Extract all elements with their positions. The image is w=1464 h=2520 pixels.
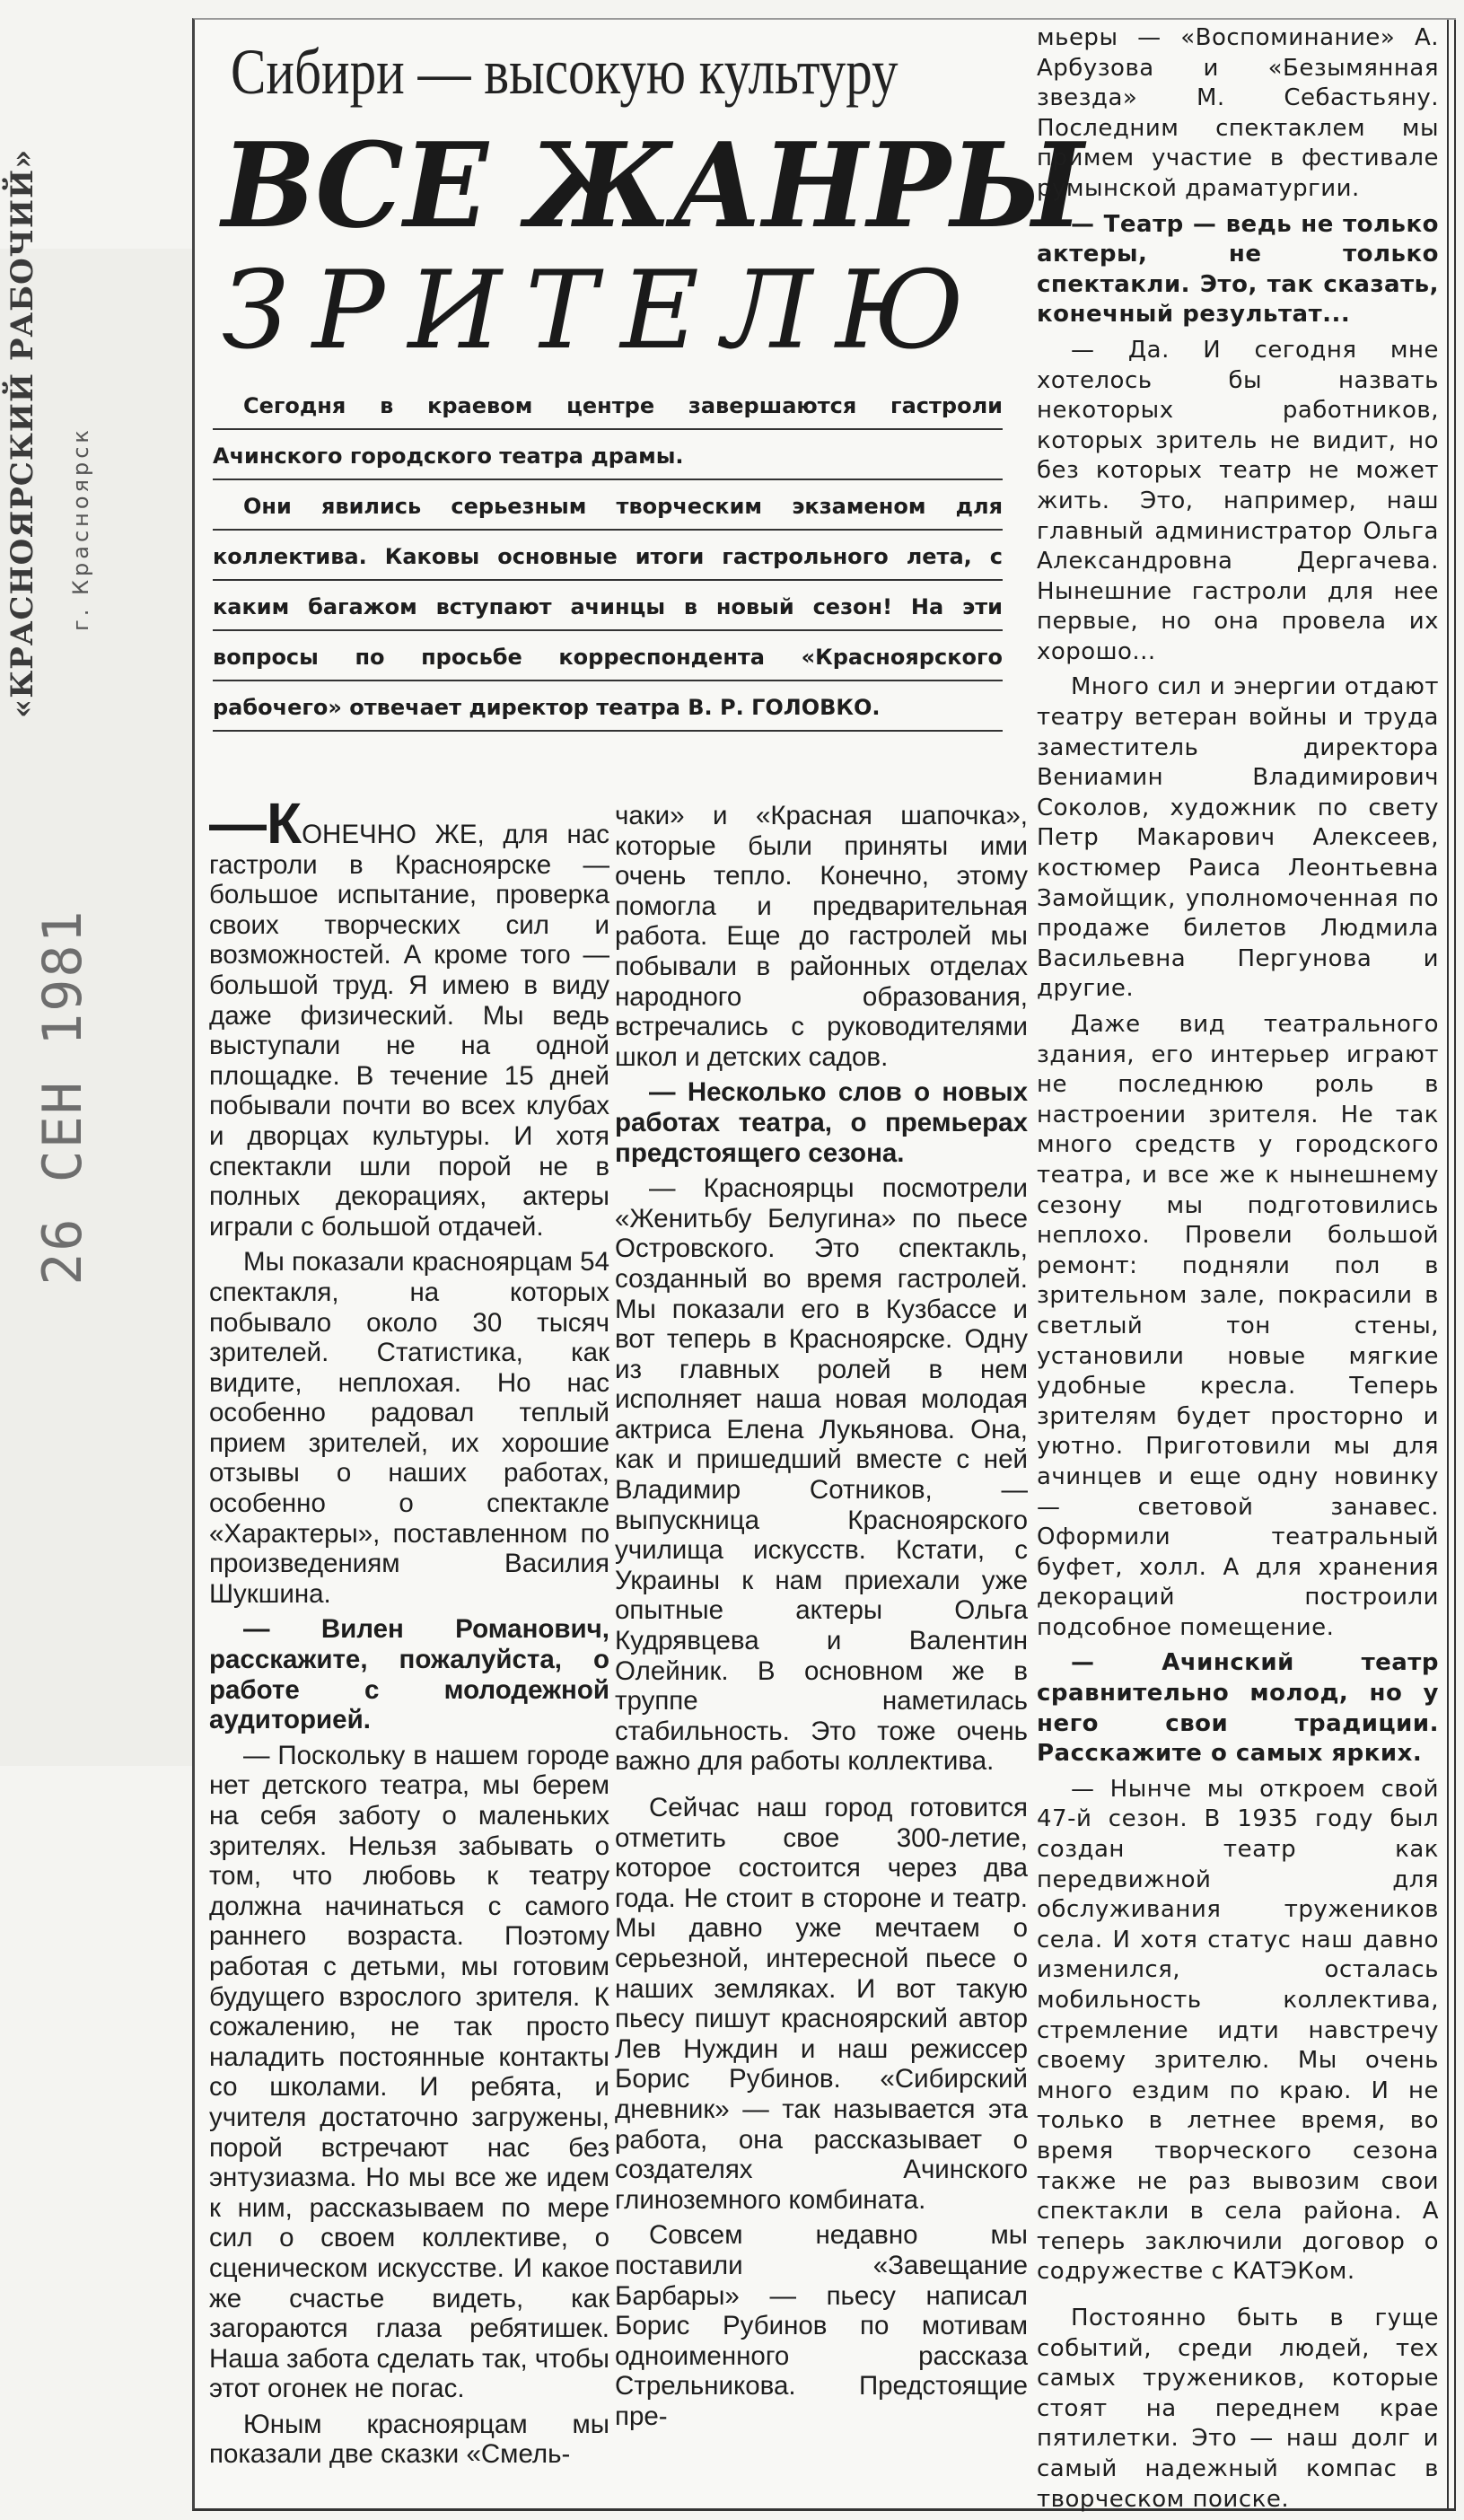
paragraph-text: ОНЕЧНО ЖЕ, для нас гастроли в Красноярске — большое испытание, проверка своих творческих сил и возможностей. А кроме того — большой труд. Я имею в виду даже физический. Мы ведь выступали не на одной площадке. В течение 15 дней побывали почти во всех клубах и дворцах культуры. И хотя спектакли шли порой не в полных декорациях, актеры играли с большой отдачей. bbox=[209, 820, 609, 1242]
article-paragraph bbox=[1037, 23, 1439, 205]
article-paragraph bbox=[1037, 672, 1439, 1005]
paragraph-text: — Театр — ведь не только актеры, не только спектакли. Это, так сказать, конечный результат... bbox=[1037, 210, 1439, 329]
interview-question bbox=[209, 1614, 609, 1734]
article-paragraph bbox=[615, 2220, 1028, 2431]
lede-paragraph: Они явились серьезным творческим экзаменом для коллектива. Каковы основные итоги гастрольного лета, с каким багажом вступают ачинцы в новый сезон! На эти вопросы по просьбе корреспондента «Красноярского рабочего» отвечает директор театра В. Р. ГОЛОВКО. bbox=[213, 481, 1003, 733]
paragraph-text: — Красноярцы посмотрели «Женитьбу Белугина» по пьесе Островского. Это спектакль, созданный во время гастролей. Мы показали его в Кузбассе и вот теперь в Красноярске. Одну из главных ролей в нем исполняет наша новая молодая актриса Елена Лукьянова. Она, как и пришедший вместе с ней Владимир Сотников, — выпускница Красноярского училища искусств. Кстати, с Украины к нам приехали уже опытные актеры Ольга Кудрявцева и Валентин Олейник. В основном же в труппе наметилась стабильность. Это тоже очень важно для работы коллектива. bbox=[615, 1173, 1028, 1777]
article-paragraph bbox=[1037, 2304, 1439, 2515]
article-paragraph bbox=[1037, 1775, 1439, 2287]
column-border bbox=[1447, 20, 1456, 2508]
paragraph-text: Совсем недавно мы поставили «Завещание Барбары» — пьесу написал Борис Рубинов по мотивам одноименного рассказа Стрельникова. Предстоящие пре- bbox=[615, 2220, 1028, 2431]
city-stamp: г. Красноярск bbox=[68, 426, 93, 631]
article-paragraph bbox=[615, 1173, 1028, 1777]
article-paragraph bbox=[1037, 336, 1439, 668]
headline-line-1: ВСЕ ЖАНРЫ bbox=[222, 117, 1084, 254]
article-column-3 bbox=[1037, 23, 1439, 2520]
paragraph-text: — Да. И сегодня мне хотелось бы назвать некоторых работников, которых зритель не видит, но без которых театр не может жить. Это, например, наш главный администратор Ольга Александровна Дергачева. Нынешние гастроли для нее первые, но она провела их хорошо... bbox=[1037, 336, 1439, 665]
paragraph-text: — Несколько слов о новых работах театра, о премьерах предстоящего сезона. bbox=[615, 1077, 1028, 1168]
paragraph-text: мьеры — «Воспоминание» А. Арбузова и «Безымянная звезда» М. Себастьяну. Последним спектаклем мы примем участие в фестивале румынской драматургии. bbox=[1037, 24, 1439, 202]
newspaper-clipping bbox=[192, 18, 1456, 2511]
drop-cap: —К bbox=[209, 791, 302, 856]
headline-line-2: ЗРИТЕЛЮ bbox=[222, 249, 988, 373]
paragraph-text: — Нынче мы откроем свой 47-й сезон. В 1935 году был создан театр как передвижной для обслуживания тружеников села. И хотя статус наш давно изменился, осталась мобильность коллектива, стремление идти навстречу своему зрителю. Мы очень много ездим по краю. И не только в летнее время, во время творческого сезона также не раз вывозим свои спектакли в села района. А теперь заключили договор о содружестве с КАТЭКом. bbox=[1037, 1775, 1439, 2286]
paragraph-text: Юным красноярцам мы показали две сказки «Смель- bbox=[209, 2409, 609, 2470]
article-column-1 bbox=[209, 791, 609, 2475]
paragraph-text: чаки» и «Красная шапочка», которые были приняты ими очень тепло. Конечно, этому помогла и предварительная работа. Еще до гастролей мы побывали в районных отделах народного образования, встречались с руководителями школ и детских садов. bbox=[615, 801, 1028, 1072]
article-lede bbox=[213, 381, 1003, 733]
paragraph-text: Даже вид театрального здания, его интерьер играют не последнюю роль в настроении зрителя. Не так много средств у городского театра, и все же к нынешнему сезону мы подготовились неплохо. Провели большой ремонт: подняли пол в зрительном зале, покрасили в светлый тон стены, установили новые мягкие удобные кресла. Теперь зрителям будет просторно и уютно. Приготовили мы для ачинцев и еще одну новинку — световой занавес. Оформили театральный буфет, холл. А для хранения декораций построили подсобное помещение. bbox=[1037, 1011, 1439, 1641]
newspaper-name-stamp: «КРАСНОЯРСКИЙ РАБОЧИЙ» bbox=[4, 148, 40, 718]
paragraph-text: Сейчас наш город готовится отметить свое 300-летие, которое состоится через два года. Не стоит в стороне и театр. Мы давно уже мечтаем о серьезной, интересной пьесе о наших земляках. И вот такую пьесу пишут красноярский автор Лев Нуждин и наш режиссер Борис Рубинов. «Сибирский дневник» — так называется эта работа, она рассказывает о создателях Ачинского глиноземного комбината. bbox=[615, 1793, 1028, 2215]
paragraph-text: — Поскольку в нашем городе нет детского театра, мы берем на себя заботу о маленьких зрителях. Нельзя забывать о том, что любовь к театру должна начинаться с самого раннего возраста. Поэтому работая с детьми, мы готовим будущего взрослого зрителя. К сожалению, не так просто наладить постоянные контакты со школами. И ребята, и учителя достаточно загружены, порой встречают нас без энтузиазма. Но мы все же идем к ним, рассказываем по мере сил о своем коллективе, о сценическом искусстве. И какое же счастье видеть, как загораются глаза ребятишек. Наша забота сделать так, чтобы этот огонек не погас. bbox=[209, 1740, 609, 2404]
article-column-2 bbox=[615, 801, 1028, 2437]
article-paragraph bbox=[1037, 1010, 1439, 1643]
article-paragraph bbox=[615, 1793, 1028, 2215]
paragraph-text: — Вилен Романович, расскажите, пожалуйста, о работе с молодежной аудиторией. bbox=[209, 1614, 609, 1735]
paragraph-text: Постоянно быть в гуще событий, среди людей, тех самых тружеников, которые стоят на переднем крае пятилетки. Это — наш долг и самый надежный компас в творческом поиске. bbox=[1037, 2304, 1439, 2513]
lede-paragraph: Сегодня в краевом центре завершаются гастроли Ачинского городского театра драмы. bbox=[213, 381, 1003, 481]
paragraph-text: Много сил и энергии отдают театру ветеран войны и труда заместитель директора Вениамин Владимирович Соколов, художник по свету Петр Макарович Алексеев, костюмер Раиса Леонтьевна Замойщик, уполномоченная по продаже билетов Людмила Васильевна Пергунова и другие. bbox=[1037, 673, 1439, 1003]
article-paragraph bbox=[209, 2410, 609, 2470]
interview-question bbox=[615, 1077, 1028, 1168]
article-paragraph bbox=[209, 1247, 609, 1609]
date-stamp: 26 СЕН 1981 bbox=[31, 909, 94, 1286]
article-paragraph bbox=[209, 1741, 609, 2404]
archive-stamp-paper bbox=[0, 148, 192, 1766]
interview-question bbox=[1037, 1648, 1439, 1769]
paragraph-text: — Ачинский театр сравнительно молод, но у него свои традиции. Расскажите о самых ярких. bbox=[1037, 1649, 1439, 1768]
paragraph-text: Мы показали красноярцам 54 спектакля, на которых побывало около 30 тысяч зрителей. Статистика, как видите, неплохая. Но нас особенно радовал теплый прием зрителей, их хорошие отзывы о наших работах, особенно о спектакле «Характеры», поставленном по произведениям Василия Шукшина. bbox=[209, 1247, 609, 1609]
article-paragraph bbox=[209, 791, 609, 1242]
interview-question bbox=[1037, 210, 1439, 330]
article-paragraph bbox=[615, 801, 1028, 1072]
article-kicker: Сибири — высокую культуру bbox=[231, 36, 899, 108]
